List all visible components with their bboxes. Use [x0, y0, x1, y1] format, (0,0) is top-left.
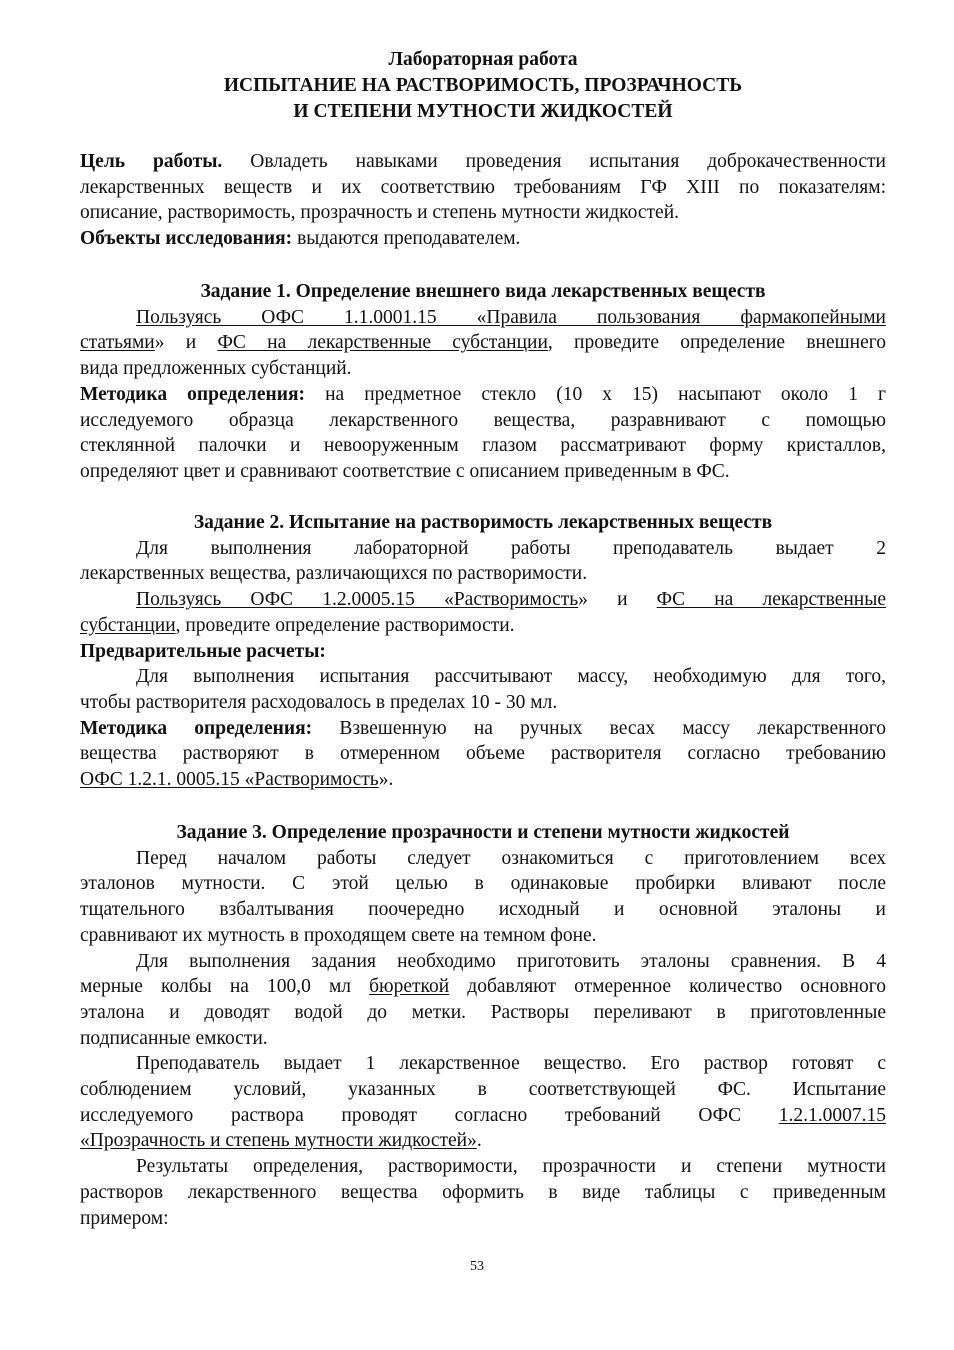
task-1-link-articles[interactable]: статьями: [80, 332, 155, 354]
goal-line-1: Овладеть навыками проведения испытания доброкачественности: [250, 151, 886, 172]
task-2-section: [80, 510, 886, 793]
objects-label: Объекты исследования:: [80, 228, 293, 250]
task-3-p1-line-3: тщательного взбалтывания поочередно исходный и основной эталоны и: [80, 899, 886, 921]
task-2-method-line-2: вещества растворяют в отмеренном объеме растворителя согласно требованию: [80, 743, 886, 765]
task-3-p4-line-2: растворов лекарственного вещества оформить в виде таблицы с приведенным: [80, 1181, 886, 1203]
task-2-p1-line-1: Для выполнения лабораторной работы преподаватель выдает 2: [136, 537, 886, 559]
page-title: [80, 47, 886, 125]
task-2-text-mid: » и: [578, 589, 657, 611]
task-3-p2-line-4: подписанные емкости.: [80, 1027, 268, 1049]
task-2-method-link[interactable]: ОФС 1.2.1. 0005.15 «Растворимость: [80, 769, 379, 791]
goal-section: [80, 149, 886, 252]
task-1-method-line-2: исследуемого образца лекарственного вещества, разравнивают с помощью: [80, 409, 886, 431]
task-2-p1-line-2: лекарственных вещества, различающихся по растворимости.: [80, 563, 588, 585]
task-3-section: [80, 820, 886, 1231]
task-2-link-ofs[interactable]: Пользуясь ОФС 1.2.0005.15 «Растворимость: [136, 589, 579, 611]
task-2-pre-line-2: чтобы растворителя расходовалось в пределах 10 - 30 мл.: [80, 691, 558, 713]
goal-line-3: описание, растворимость, прозрачность и степень мутности жидкостей.: [80, 202, 680, 224]
task-3-p2-text-b: добавляют отмеренное количество основного: [449, 976, 886, 998]
task-2-text-rest: , проведите определение растворимости.: [175, 614, 515, 636]
task-1-text-rest: , проведите определение внешнего: [547, 332, 886, 354]
task-3-p3-line-1: Преподаватель выдает 1 лекарственное вещество. Его раствор готовят с: [136, 1053, 886, 1075]
task-3-p3-text-a: исследуемого раствора проводят согласно требований ОФС: [80, 1104, 779, 1126]
title-line-1: Лабораторная работа: [388, 49, 578, 70]
task-3-link-ofs-title[interactable]: «Прозрачность и степень мутности жидкостей»: [80, 1130, 477, 1152]
task-1-section: [80, 279, 886, 485]
task-3-p2-line-3: эталона и доводят водой до метки. Растворы переливают в приготовленные: [80, 1001, 886, 1023]
task-1-link-ofs[interactable]: Пользуясь ОФС 1.1.0001.15 «Правила пользования фармакопейными: [136, 306, 886, 328]
task-1-heading: Задание 1. Определение внешнего вида лекарственных веществ: [200, 281, 766, 302]
task-3-link-ofs-number[interactable]: 1.2.1.0007.15: [778, 1104, 886, 1126]
task-3-p1-line-2: эталонов мутности. С этой целью в одинаковые пробирки вливают после: [80, 873, 886, 895]
task-1-line-3: вида предложенных субстанций.: [80, 358, 352, 380]
task-3-link-burette[interactable]: бюреткой: [369, 976, 450, 998]
task-2-link-fs[interactable]: ФС на лекарственные: [656, 589, 887, 611]
task-2-heading: Задание 2. Испытание на растворимость лекарственных веществ: [193, 512, 773, 533]
task-2-pre-label: Предварительные расчеты:: [80, 640, 326, 662]
goal-line-2: лекарственных веществ и их соответствию требованиям ГФ XIII по показателям:: [80, 176, 886, 198]
task-3-p2-text-a: мерные колбы на 100,0 мл: [80, 976, 370, 998]
task-3-p2-line-1: Для выполнения задания необходимо приготовить эталоны сравнения. В 4: [136, 950, 886, 972]
title-line-3: И СТЕПЕНИ МУТНОСТИ ЖИДКОСТЕЙ: [293, 101, 673, 122]
task-3-p1-line-1: Перед началом работы следует ознакомиться с приготовлением всех: [136, 847, 886, 869]
task-2-method-label: Методика определения:: [80, 717, 313, 739]
task-1-method-line-4: определяют цвет и сравнивают соответствие с описанием приведенным в ФС.: [80, 460, 730, 482]
objects-text: выдаются преподавателем.: [297, 228, 521, 250]
task-1-method-label: Методика определения:: [80, 383, 306, 405]
task-1-method-line-1: на предметное стекло (10 х 15) насыпают около 1 г: [325, 383, 886, 405]
task-2-pre-line-1: Для выполнения испытания рассчитывают массу, необходимую для того,: [136, 666, 886, 688]
task-3-p3-end: .: [476, 1130, 482, 1152]
task-2-method-line-1: Взвешенную на ручных весах массу лекарственного: [339, 717, 886, 739]
page-number: 53: [470, 1259, 484, 1274]
task-3-p4-line-3: примером:: [80, 1207, 169, 1229]
task-2-link-substances[interactable]: субстанции: [80, 614, 176, 636]
task-1-method-line-3: стеклянной палочки и невооруженным глазом рассматривают форму кристаллов,: [80, 435, 886, 457]
task-3-p3-line-2: соблюдением условий, указанных в соответствующей ФС. Испытание: [80, 1079, 886, 1101]
task-2-method-end: ».: [378, 769, 394, 791]
goal-label: Цель работы.: [80, 151, 223, 172]
task-1-text-mid: » и: [154, 332, 218, 354]
title-line-2: ИСПЫТАНИЕ НА РАСТВОРИМОСТЬ, ПРОЗРАЧНОСТЬ: [223, 75, 743, 96]
task-3-p4-line-1: Результаты определения, растворимости, прозрачности и степени мутности: [136, 1156, 886, 1178]
task-1-link-fs[interactable]: ФС на лекарственные субстанции: [217, 332, 548, 354]
task-3-p1-line-4: сравнивают их мутность в проходящем свете на темном фоне.: [80, 924, 597, 946]
task-3-heading: Задание 3. Определение прозрачности и степени мутности жидкостей: [176, 822, 790, 843]
